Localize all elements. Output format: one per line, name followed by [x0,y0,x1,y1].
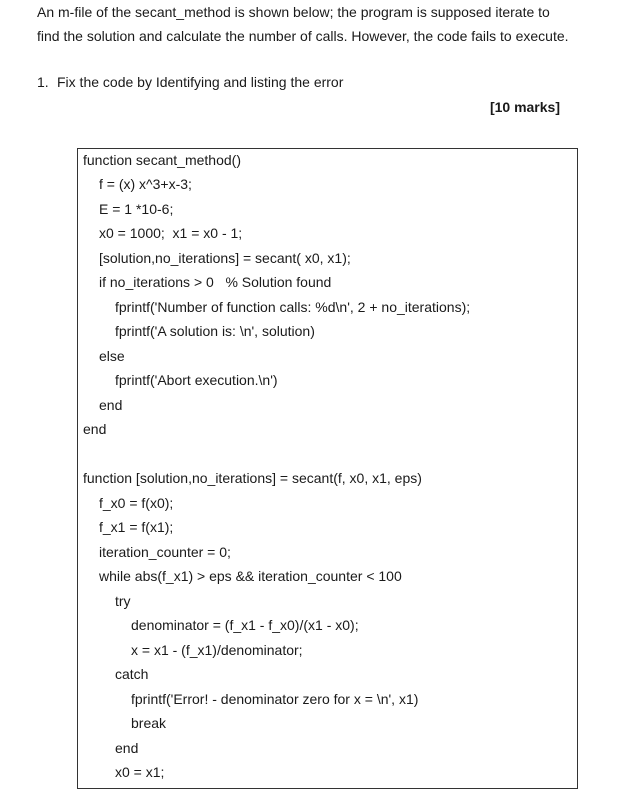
intro-line-2: find the solution and calculate the number of calls. However, the code fails to execute. [37,28,569,44]
code-line: x0 = x1; [115,764,165,780]
code-line: break [131,715,167,731]
code-line: function secant_method() [83,152,241,168]
question-number: 1. [37,74,49,90]
code-line: else [99,348,125,364]
code-line: f_x0 = f(x0); [99,495,174,511]
code-line: f = (x) x^3+x-3; [99,176,192,192]
code-line: E = 1 *10-6; [99,201,174,217]
code-line: end [83,421,107,437]
code-line: if no_iterations > 0 % Solution found [99,274,332,290]
code-line: [solution,no_iterations] = secant( x0, x1); [99,250,351,266]
intro-paragraph [37,0,627,48]
code-line: fprintf('Abort execution.\n') [115,372,278,388]
code-line: x = x1 - (f_x1)/denominator; [131,642,303,658]
code-line: try [115,593,131,609]
code-listing [77,148,578,789]
code-line: iteration_counter = 0; [99,544,231,560]
marks-label: [10 marks] [489,99,560,115]
code-line: while abs(f_x1) > eps && iteration_counter < 100 [99,568,402,584]
code-line: fprintf('Number of function calls: %d\n', 2 + no_iterations); [115,299,471,315]
code-line: fprintf('Error! - denominator zero for x = \n', x1) [131,691,419,707]
code-line: denominator = (f_x1 - f_x0)/(x1 - x0); [131,617,359,633]
code-line: fprintf('A solution is: \n', solution) [115,323,315,339]
code-line: catch [115,666,149,682]
code-line: x0 = 1000; x1 = x0 - 1; [99,225,243,241]
code-line: function [solution,no_iterations] = secant(f, x0, x1, eps) [83,470,422,486]
question-item [37,72,343,92]
code-line: f_x1 = f(x1); [99,519,174,535]
question-text: Fix the code by Identifying and listing the error [57,74,344,90]
code-line: end [115,740,139,756]
code-line: end [99,397,123,413]
intro-line-1: An m-file of the secant_method is shown below; the program is supposed iterate to [37,4,550,20]
